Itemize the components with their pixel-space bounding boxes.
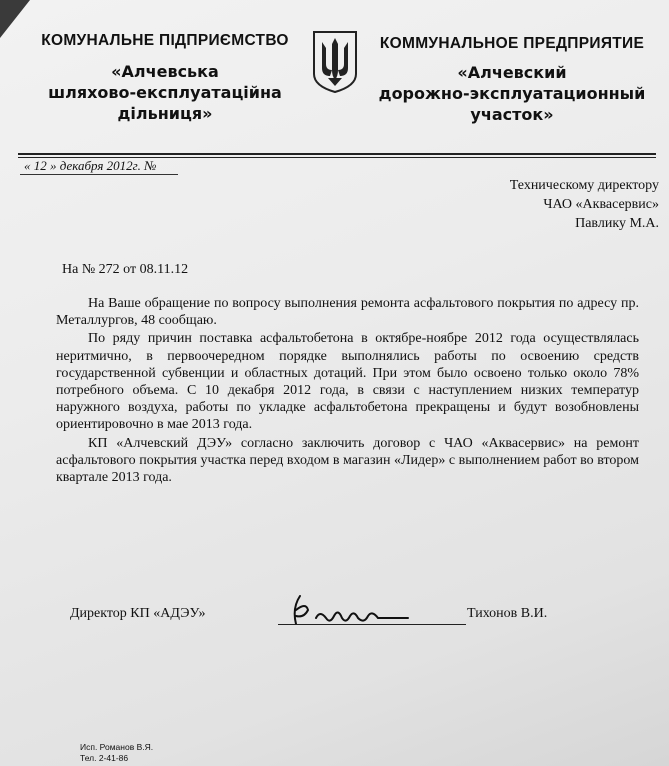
- header-rule-thick: [18, 153, 656, 155]
- ru-company-name: [366, 62, 658, 125]
- paragraph-1: На Ваше обращение по вопросу выполнения ремонта асфальтового покрытия по адресу пр. Металлургов, 48 сообщаю.: [56, 296, 639, 329]
- addressee-block: [510, 176, 659, 233]
- ua-company-name: [20, 61, 310, 124]
- paragraph-3: КП «Алчевский ДЭУ» согласно заключить договор с ЧАО «Аквасервис» на ремонт асфальтового покрытия участка перед входом в магазин «Лидер» с выполнением работ во втором квартале 2013 года.: [56, 435, 639, 486]
- reference-number: На № 272 от 08.11.12: [62, 262, 189, 277]
- trident-emblem-icon: [312, 30, 358, 94]
- addressee-line2: ЧАО «Аквасервис»: [543, 197, 659, 212]
- ru-name-line3: участок»: [470, 105, 554, 124]
- letter-body: [56, 295, 639, 487]
- executor-phone: Тел. 2-41-86: [80, 753, 129, 763]
- paragraph-2: По ряду причин поставка асфальтобетона в октябре-ноябре 2012 года осуществлялась неритмично, в первоочередном порядке выполнялись работы по освоению средств государственной субвенции и областных дотаций. При этом было освоено только около 78% потребного объема. С 10 декабря 2012 года, в связи с наступлением низких температур наружного воздуха, работы по укладке асфальтобетона прекращены и будут возобновлены ориентировочно в мае 2013 года.: [56, 331, 639, 433]
- signature-line: [278, 624, 466, 625]
- ru-name-line2: дорожно-эксплуатационный: [378, 84, 646, 103]
- executor-footer: [80, 742, 153, 764]
- ua-company-title: КОМУНАЛЬНЕ ПІДПРИЄМСТВО: [41, 32, 289, 49]
- ua-name-line1: «Алчевська: [111, 62, 219, 81]
- handwritten-signature: [282, 588, 422, 634]
- date-line: « 12 » декабря 2012г. №: [24, 158, 157, 173]
- ru-company-title: КОММУНАЛЬНОЕ ПРЕДПРИЯТИЕ: [379, 35, 645, 52]
- executor-name: Исп. Романов В.Я.: [80, 742, 154, 752]
- ua-name-line2: шляхово-експлуатаційна: [48, 83, 282, 102]
- date-underline: [20, 174, 178, 175]
- signatory-position: Директор КП «АДЭУ»: [70, 606, 206, 621]
- ua-name-line3: дільниця»: [117, 104, 213, 123]
- addressee-line3: Павлику М.А.: [575, 216, 659, 231]
- addressee-line1: Техническому директору: [509, 178, 659, 193]
- ru-name-line1: «Алчевский: [457, 63, 567, 82]
- signatory-name: Тихонов В.И.: [467, 606, 548, 621]
